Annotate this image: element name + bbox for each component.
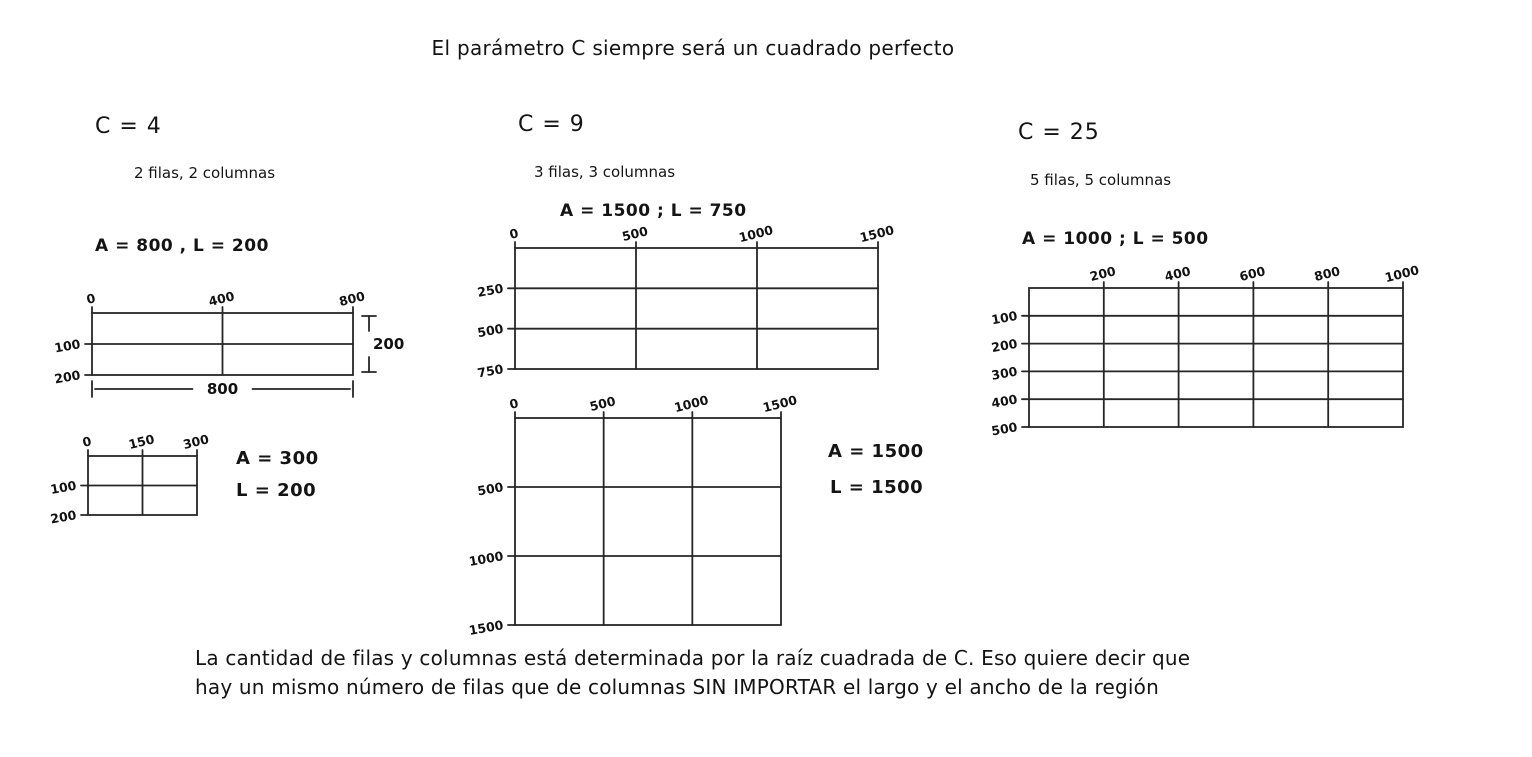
left-tick-label: 100	[990, 307, 1019, 328]
left-tick-label: 300	[990, 363, 1019, 383]
c25-heading: C = 25	[1018, 120, 1100, 145]
footer-note	[195, 644, 1280, 702]
top-tick-label: 500	[588, 393, 618, 415]
left-tick-label: 500	[476, 479, 505, 499]
top-tick-label: 0	[84, 290, 97, 307]
right-dimension-label: 200	[373, 335, 405, 353]
left-tick-label: 400	[990, 391, 1019, 411]
top-tick-label: 0	[507, 395, 520, 412]
c25-subtitle: 5 filas, 5 columnas	[1030, 171, 1172, 189]
top-tick-label: 0	[507, 225, 520, 242]
top-tick-label: 300	[181, 431, 211, 453]
c4-heading: C = 4	[95, 114, 162, 139]
c9-grid2-length-label: L = 1500	[830, 477, 924, 498]
c25-params-label: A = 1000 ; L = 500	[1022, 229, 1209, 249]
left-tick-label: 250	[476, 280, 505, 300]
top-tick-label: 400	[206, 288, 236, 310]
c9-heading: C = 9	[518, 112, 585, 137]
top-tick-label: 200	[1088, 263, 1118, 285]
top-tick-label: 1500	[761, 392, 799, 416]
left-tick-label: 200	[53, 367, 82, 387]
footer-line-1: La cantidad de filas y columnas está determinada por la raíz cuadrada de C. Eso quiere decir que	[195, 646, 1191, 670]
top-tick-label: 1500	[858, 222, 896, 246]
c9-grid-1500x1500	[467, 392, 799, 638]
c9-subtitle: 3 filas, 3 columnas	[534, 163, 676, 181]
bottom-dimension-label: 800	[206, 380, 239, 398]
c9-grid-1500x1500	[467, 392, 799, 638]
top-tick-label: 1000	[1383, 262, 1421, 286]
c4-subtitle: 2 filas, 2 columnas	[134, 164, 276, 182]
c4-grid-800x200	[53, 288, 405, 398]
c9-grid2-area-label: A = 1500	[828, 441, 924, 462]
top-tick-label: 1000	[672, 392, 710, 416]
c9-grid-1500x750	[476, 222, 896, 381]
page-title: El parámetro C siempre será un cuadrado perfecto	[431, 36, 955, 60]
left-tick-label: 1500	[467, 617, 505, 638]
left-tick-label: 100	[49, 477, 78, 497]
left-tick-label: 200	[990, 335, 1019, 356]
top-tick-label: 1000	[737, 222, 775, 246]
c25-grid-1000x500	[990, 262, 1421, 439]
top-tick-label: 0	[80, 433, 93, 450]
c4-grid-300x200	[49, 431, 211, 527]
c4-grid-300x200	[49, 431, 211, 527]
left-tick-label: 200	[49, 507, 78, 527]
top-tick-label: 600	[1237, 263, 1267, 285]
c25-grid-1000x500	[990, 262, 1421, 439]
c4-params-label: A = 800 , L = 200	[95, 236, 269, 256]
top-tick-label: 800	[337, 288, 367, 310]
c4-grid2-area-label: A = 300	[236, 448, 319, 469]
left-tick-label: 500	[476, 320, 505, 341]
left-tick-label: 500	[990, 419, 1019, 439]
top-tick-label: 500	[620, 223, 650, 245]
top-tick-label: 150	[126, 431, 156, 453]
left-tick-label: 750	[476, 361, 505, 381]
top-tick-label: 800	[1312, 263, 1342, 285]
left-tick-label: 1000	[467, 548, 505, 569]
c4-grid-800x200	[53, 288, 405, 398]
footer-line-2: hay un mismo número de filas que de columnas SIN IMPORTAR el largo y el ancho de la región	[195, 675, 1159, 699]
c9-grid-1500x750	[476, 222, 896, 381]
c4-grid2-length-label: L = 200	[236, 480, 317, 501]
left-tick-label: 100	[53, 336, 82, 356]
top-tick-label: 400	[1163, 263, 1192, 285]
c9-params-label: A = 1500 ; L = 750	[560, 201, 747, 221]
